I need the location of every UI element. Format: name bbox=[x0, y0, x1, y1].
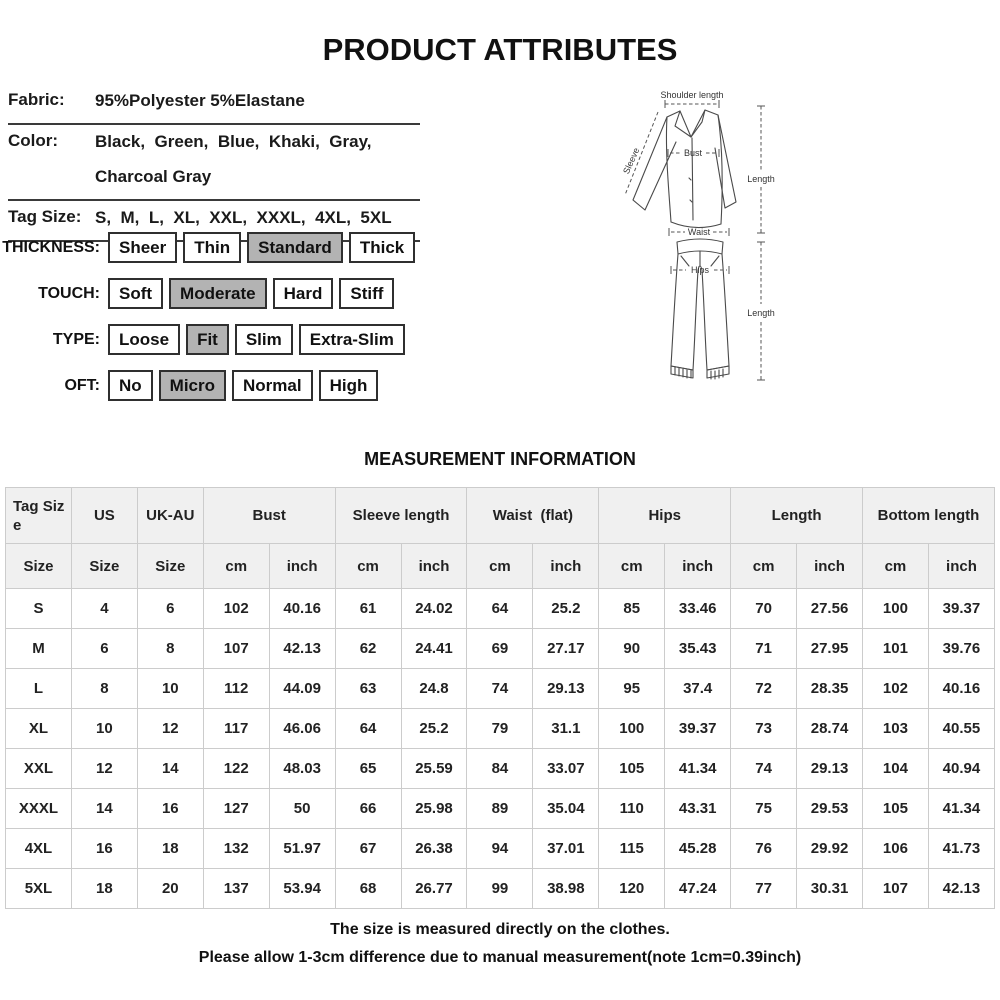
page-title: PRODUCT ATTRIBUTES bbox=[322, 32, 678, 67]
option-chip-stiff: Stiff bbox=[339, 278, 394, 309]
measurement-cell: 67 bbox=[335, 829, 401, 869]
shirt-length-label: Length bbox=[747, 174, 775, 184]
option-chip-no: No bbox=[108, 370, 153, 401]
size-cell: 4XL bbox=[6, 829, 72, 869]
measurement-cell: 24.8 bbox=[401, 669, 467, 709]
column-subheader: cm bbox=[862, 544, 928, 589]
measurement-cell: 103 bbox=[862, 709, 928, 749]
measurement-cell: 94 bbox=[467, 829, 533, 869]
column-subheader: inch bbox=[533, 544, 599, 589]
garment-diagram-svg bbox=[605, 90, 800, 398]
measurement-cell: 10 bbox=[71, 709, 137, 749]
footer-notes bbox=[0, 916, 1000, 972]
sleeve-label: Sleeve bbox=[621, 146, 642, 176]
measurement-cell: 8 bbox=[71, 669, 137, 709]
option-chip-normal: Normal bbox=[232, 370, 313, 401]
measurement-cell: 38.98 bbox=[533, 869, 599, 909]
measurement-cell: 25.59 bbox=[401, 749, 467, 789]
measurement-cell: 50 bbox=[269, 789, 335, 829]
measurement-cell: 24.02 bbox=[401, 589, 467, 629]
measurement-cell: 51.97 bbox=[269, 829, 335, 869]
measurement-cell: 35.04 bbox=[533, 789, 599, 829]
table-row-size-m bbox=[6, 629, 995, 669]
table-row-size-l bbox=[6, 669, 995, 709]
measurement-cell: 85 bbox=[599, 589, 665, 629]
measurement-cell: 76 bbox=[731, 829, 797, 869]
column-subheader: cm bbox=[599, 544, 665, 589]
measurement-cell: 29.13 bbox=[533, 669, 599, 709]
measurement-cell: 127 bbox=[203, 789, 269, 829]
measurement-cell: 132 bbox=[203, 829, 269, 869]
tag-size-value: S, M, L, XL, XXL, XXXL, 4XL, 5XL bbox=[95, 208, 392, 227]
measurement-cell: 10 bbox=[137, 669, 203, 709]
option-chip-fit: Fit bbox=[186, 324, 229, 355]
note-measured-on-clothes: The size is measured directly on the clothes. bbox=[330, 921, 670, 938]
option-chip-micro: Micro bbox=[159, 370, 226, 401]
measurement-cell: 40.16 bbox=[269, 589, 335, 629]
measurement-cell: 63 bbox=[335, 669, 401, 709]
measurement-table-head bbox=[6, 488, 995, 589]
measurement-cell: 101 bbox=[862, 629, 928, 669]
color-label: Color: bbox=[8, 131, 59, 150]
measurement-cell: 77 bbox=[731, 869, 797, 909]
measurement-cell: 40.94 bbox=[928, 749, 994, 789]
option-chip-loose: Loose bbox=[108, 324, 180, 355]
measurement-cell: 16 bbox=[137, 789, 203, 829]
measurement-cell: 42.13 bbox=[928, 869, 994, 909]
option-label-oft: OFT: bbox=[64, 376, 100, 394]
column-group-header: Waist (flat) bbox=[467, 488, 599, 544]
measurement-cell: 27.17 bbox=[533, 629, 599, 669]
shirt-drawing bbox=[633, 110, 736, 228]
measurement-cell: 33.46 bbox=[665, 589, 731, 629]
measurement-cell: 25.2 bbox=[533, 589, 599, 629]
measurement-cell: 137 bbox=[203, 869, 269, 909]
measurement-cell: 84 bbox=[467, 749, 533, 789]
fabric-label: Fabric: bbox=[8, 90, 65, 109]
column-subheader: Size bbox=[137, 544, 203, 589]
hips-label: Hips bbox=[690, 265, 710, 275]
measurement-cell: 99 bbox=[467, 869, 533, 909]
column-subheader: inch bbox=[401, 544, 467, 589]
measurement-cell: 14 bbox=[137, 749, 203, 789]
column-subheader: Size bbox=[71, 544, 137, 589]
note-manual-measurement: Please allow 1-3cm difference due to manual measurement(note 1cm=0.39inch) bbox=[198, 949, 802, 966]
measurement-cell: 30.31 bbox=[797, 869, 863, 909]
measurement-cell: 107 bbox=[203, 629, 269, 669]
option-chip-hard: Hard bbox=[273, 278, 334, 309]
measurement-cell: 44.09 bbox=[269, 669, 335, 709]
column-subheader: Size bbox=[6, 544, 72, 589]
measurement-cell: 71 bbox=[731, 629, 797, 669]
measurement-cell: 64 bbox=[335, 709, 401, 749]
measurement-cell: 41.34 bbox=[665, 749, 731, 789]
measurement-cell: 48.03 bbox=[269, 749, 335, 789]
options-list bbox=[0, 232, 430, 416]
measurement-cell: 26.77 bbox=[401, 869, 467, 909]
measurement-cell: 40.55 bbox=[928, 709, 994, 749]
measurement-cell: 120 bbox=[599, 869, 665, 909]
measurement-cell: 37.4 bbox=[665, 669, 731, 709]
table-row-size-xxxl bbox=[6, 789, 995, 829]
column-group-header: UK-AU bbox=[137, 488, 203, 544]
measurement-cell: 20 bbox=[137, 869, 203, 909]
measurement-cell: 89 bbox=[467, 789, 533, 829]
measurement-cell: 112 bbox=[203, 669, 269, 709]
measurement-cell: 61 bbox=[335, 589, 401, 629]
measurement-cell: 25.98 bbox=[401, 789, 467, 829]
measurement-cell: 27.95 bbox=[797, 629, 863, 669]
tag-size-label: Tag Size: bbox=[8, 207, 82, 226]
option-row-type bbox=[0, 324, 430, 355]
column-subheader: inch bbox=[797, 544, 863, 589]
measurement-cell: 105 bbox=[599, 749, 665, 789]
size-cell: XXL bbox=[6, 749, 72, 789]
measurement-cell: 104 bbox=[862, 749, 928, 789]
measurement-cell: 31.1 bbox=[533, 709, 599, 749]
size-diagram bbox=[605, 90, 800, 398]
measurement-cell: 65 bbox=[335, 749, 401, 789]
shoulder-length-label: Shoulder length bbox=[660, 90, 724, 100]
option-chip-thin: Thin bbox=[183, 232, 241, 263]
column-subheader: cm bbox=[467, 544, 533, 589]
measurement-cell: 70 bbox=[731, 589, 797, 629]
measurement-cell: 12 bbox=[71, 749, 137, 789]
measurement-cell: 27.56 bbox=[797, 589, 863, 629]
measurement-cell: 29.53 bbox=[797, 789, 863, 829]
fabric-value: 95%Polyester 5%Elastane bbox=[95, 91, 305, 110]
size-cell: M bbox=[6, 629, 72, 669]
column-group-header: Bust bbox=[203, 488, 335, 544]
measurement-cell: 33.07 bbox=[533, 749, 599, 789]
option-chip-slim: Slim bbox=[235, 324, 293, 355]
table-row-size-s bbox=[6, 589, 995, 629]
measurement-cell: 72 bbox=[731, 669, 797, 709]
color-value-line1: Black, Green, Blue, Khaki, Gray, bbox=[95, 132, 372, 151]
measurement-table-body bbox=[6, 589, 995, 909]
measurement-cell: 110 bbox=[599, 789, 665, 829]
column-group-header: Tag Size bbox=[6, 488, 72, 544]
color-value bbox=[95, 131, 372, 188]
measurement-cell: 8 bbox=[137, 629, 203, 669]
option-chip-moderate: Moderate bbox=[169, 278, 267, 309]
measurement-cell: 95 bbox=[599, 669, 665, 709]
measurement-cell: 105 bbox=[862, 789, 928, 829]
measurement-cell: 18 bbox=[71, 869, 137, 909]
measurement-cell: 115 bbox=[599, 829, 665, 869]
waist-label: Waist bbox=[687, 227, 711, 237]
measurement-cell: 39.37 bbox=[928, 589, 994, 629]
table-row-size-4xl bbox=[6, 829, 995, 869]
measurement-cell: 53.94 bbox=[269, 869, 335, 909]
column-subheader: cm bbox=[335, 544, 401, 589]
option-label-touch: TOUCH: bbox=[38, 284, 100, 302]
measurement-cell: 39.37 bbox=[665, 709, 731, 749]
measurement-cell: 46.06 bbox=[269, 709, 335, 749]
measurement-cell: 100 bbox=[862, 589, 928, 629]
size-cell: XXXL bbox=[6, 789, 72, 829]
option-chip-soft: Soft bbox=[108, 278, 163, 309]
measurement-cell: 35.43 bbox=[665, 629, 731, 669]
measurement-cell: 6 bbox=[137, 589, 203, 629]
option-row-thickness bbox=[0, 232, 430, 263]
column-group-header: Bottom length bbox=[862, 488, 994, 544]
measurement-cell: 117 bbox=[203, 709, 269, 749]
pants-length-label: Length bbox=[747, 308, 775, 318]
measurement-cell: 41.73 bbox=[928, 829, 994, 869]
measurement-cell: 6 bbox=[71, 629, 137, 669]
column-group-header: Hips bbox=[599, 488, 731, 544]
measurement-cell: 12 bbox=[137, 709, 203, 749]
column-group-header: Sleeve length bbox=[335, 488, 467, 544]
pants-drawing bbox=[671, 239, 729, 379]
size-cell: L bbox=[6, 669, 72, 709]
measurement-cell: 40.16 bbox=[928, 669, 994, 709]
column-group-header: US bbox=[71, 488, 137, 544]
measurement-cell: 75 bbox=[731, 789, 797, 829]
measurement-cell: 64 bbox=[467, 589, 533, 629]
measurement-cell: 106 bbox=[862, 829, 928, 869]
table-row-size-5xl bbox=[6, 869, 995, 909]
color-value-line2: Charcoal Gray bbox=[95, 167, 212, 186]
option-chip-extra-slim: Extra-Slim bbox=[299, 324, 405, 355]
measurement-table bbox=[5, 487, 995, 909]
option-label-thickness: THICKNESS: bbox=[2, 238, 100, 256]
measurement-cell: 37.01 bbox=[533, 829, 599, 869]
column-subheader: inch bbox=[269, 544, 335, 589]
size-cell: S bbox=[6, 589, 72, 629]
measurement-cell: 29.13 bbox=[797, 749, 863, 789]
measurement-cell: 16 bbox=[71, 829, 137, 869]
column-subheader: cm bbox=[203, 544, 269, 589]
measurement-cell: 122 bbox=[203, 749, 269, 789]
measurement-cell: 29.92 bbox=[797, 829, 863, 869]
option-label-type: TYPE: bbox=[52, 330, 100, 348]
measurement-cell: 90 bbox=[599, 629, 665, 669]
measurement-cell: 69 bbox=[467, 629, 533, 669]
measurement-cell: 26.38 bbox=[401, 829, 467, 869]
measurement-cell: 14 bbox=[71, 789, 137, 829]
attributes-block bbox=[8, 84, 420, 242]
option-row-touch bbox=[0, 278, 430, 309]
measurement-cell: 62 bbox=[335, 629, 401, 669]
measurement-title: MEASUREMENT INFORMATION bbox=[364, 449, 636, 469]
option-chip-high: High bbox=[319, 370, 379, 401]
measurement-cell: 47.24 bbox=[665, 869, 731, 909]
measurement-cell: 73 bbox=[731, 709, 797, 749]
column-subheader: cm bbox=[731, 544, 797, 589]
measurement-cell: 28.74 bbox=[797, 709, 863, 749]
option-chip-sheer: Sheer bbox=[108, 232, 177, 263]
fabric-row bbox=[8, 84, 420, 125]
measurement-cell: 24.41 bbox=[401, 629, 467, 669]
measurement-cell: 4 bbox=[71, 589, 137, 629]
measurement-cell: 18 bbox=[137, 829, 203, 869]
bust-label: Bust bbox=[683, 148, 703, 158]
measurement-cell: 66 bbox=[335, 789, 401, 829]
measurement-cell: 68 bbox=[335, 869, 401, 909]
measurement-cell: 28.35 bbox=[797, 669, 863, 709]
measurement-cell: 74 bbox=[731, 749, 797, 789]
measurement-cell: 74 bbox=[467, 669, 533, 709]
column-subheader: inch bbox=[928, 544, 994, 589]
size-cell: 5XL bbox=[6, 869, 72, 909]
measurement-cell: 41.34 bbox=[928, 789, 994, 829]
column-subheader: inch bbox=[665, 544, 731, 589]
option-chip-standard: Standard bbox=[247, 232, 343, 263]
measurement-cell: 43.31 bbox=[665, 789, 731, 829]
table-row-size-xxl bbox=[6, 749, 995, 789]
shirt-measure-marks bbox=[621, 90, 775, 237]
measurement-cell: 79 bbox=[467, 709, 533, 749]
measurement-cell: 39.76 bbox=[928, 629, 994, 669]
table-row-size-xl bbox=[6, 709, 995, 749]
measurement-cell: 42.13 bbox=[269, 629, 335, 669]
measurement-cell: 45.28 bbox=[665, 829, 731, 869]
measurement-cell: 100 bbox=[599, 709, 665, 749]
color-row bbox=[8, 125, 420, 201]
option-row-oft bbox=[0, 370, 430, 401]
measurement-cell: 102 bbox=[203, 589, 269, 629]
option-chip-thick: Thick bbox=[349, 232, 415, 263]
measurement-cell: 107 bbox=[862, 869, 928, 909]
measurement-cell: 25.2 bbox=[401, 709, 467, 749]
measurement-cell: 102 bbox=[862, 669, 928, 709]
size-cell: XL bbox=[6, 709, 72, 749]
column-group-header: Length bbox=[731, 488, 863, 544]
